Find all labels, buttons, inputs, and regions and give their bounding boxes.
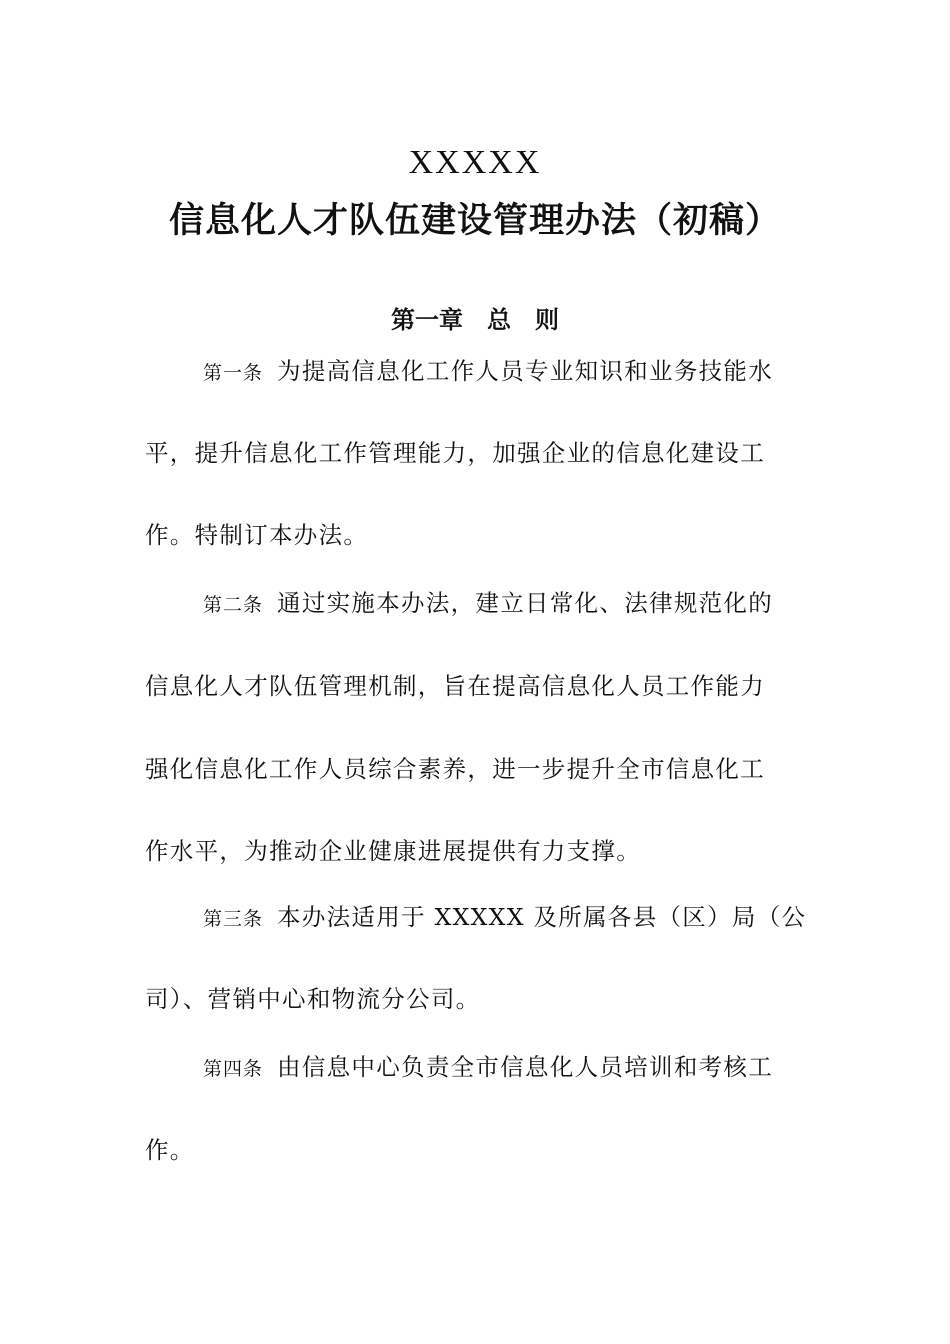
article-3-line-1 — [203, 900, 805, 936]
article-1-line-2: 平，提升信息化工作管理能力，加强企业的信息化建设工 — [145, 439, 765, 467]
article-text: 本办法适用于 XXXXX 及所属各县（区）局（公 — [277, 903, 807, 931]
document-title-org: XXXXX — [408, 144, 542, 181]
article-label: 第三条 — [203, 908, 264, 930]
article-text: 通过实施本办法，建立日常化、法律规范化的 — [277, 589, 774, 617]
article-2-line-1 — [203, 586, 805, 622]
article-1-line-1 — [203, 354, 805, 390]
article-text: 由信息中心负责全市信息化人员培训和考核工 — [277, 1053, 774, 1081]
article-3-line-2: 司）、营销中心和物流分公司。 — [145, 985, 481, 1013]
article-4-line-1 — [203, 1050, 805, 1086]
article-label: 第二条 — [203, 594, 264, 616]
chapter-heading: 第一章 总 则 — [391, 305, 559, 334]
article-4-line-2: 作。 — [145, 1136, 195, 1164]
article-2-line-4: 作水平，为推动企业健康进展提供有力支撑。 — [145, 837, 641, 865]
document-title: 信息化人才队伍建设管理办法（初稿） — [168, 200, 781, 241]
article-label: 第一条 — [203, 362, 264, 384]
article-label: 第四条 — [203, 1058, 264, 1080]
article-text: 为提高信息化工作人员专业知识和业务技能水 — [277, 357, 774, 385]
article-1-line-3: 作。特制订本办法。 — [145, 521, 369, 549]
article-2-line-3: 强化信息化工作人员综合素养，进一步提升全市信息化工 — [145, 755, 765, 783]
article-2-line-2: 信息化人才队伍管理机制，旨在提高信息化人员工作能力 — [145, 672, 765, 700]
